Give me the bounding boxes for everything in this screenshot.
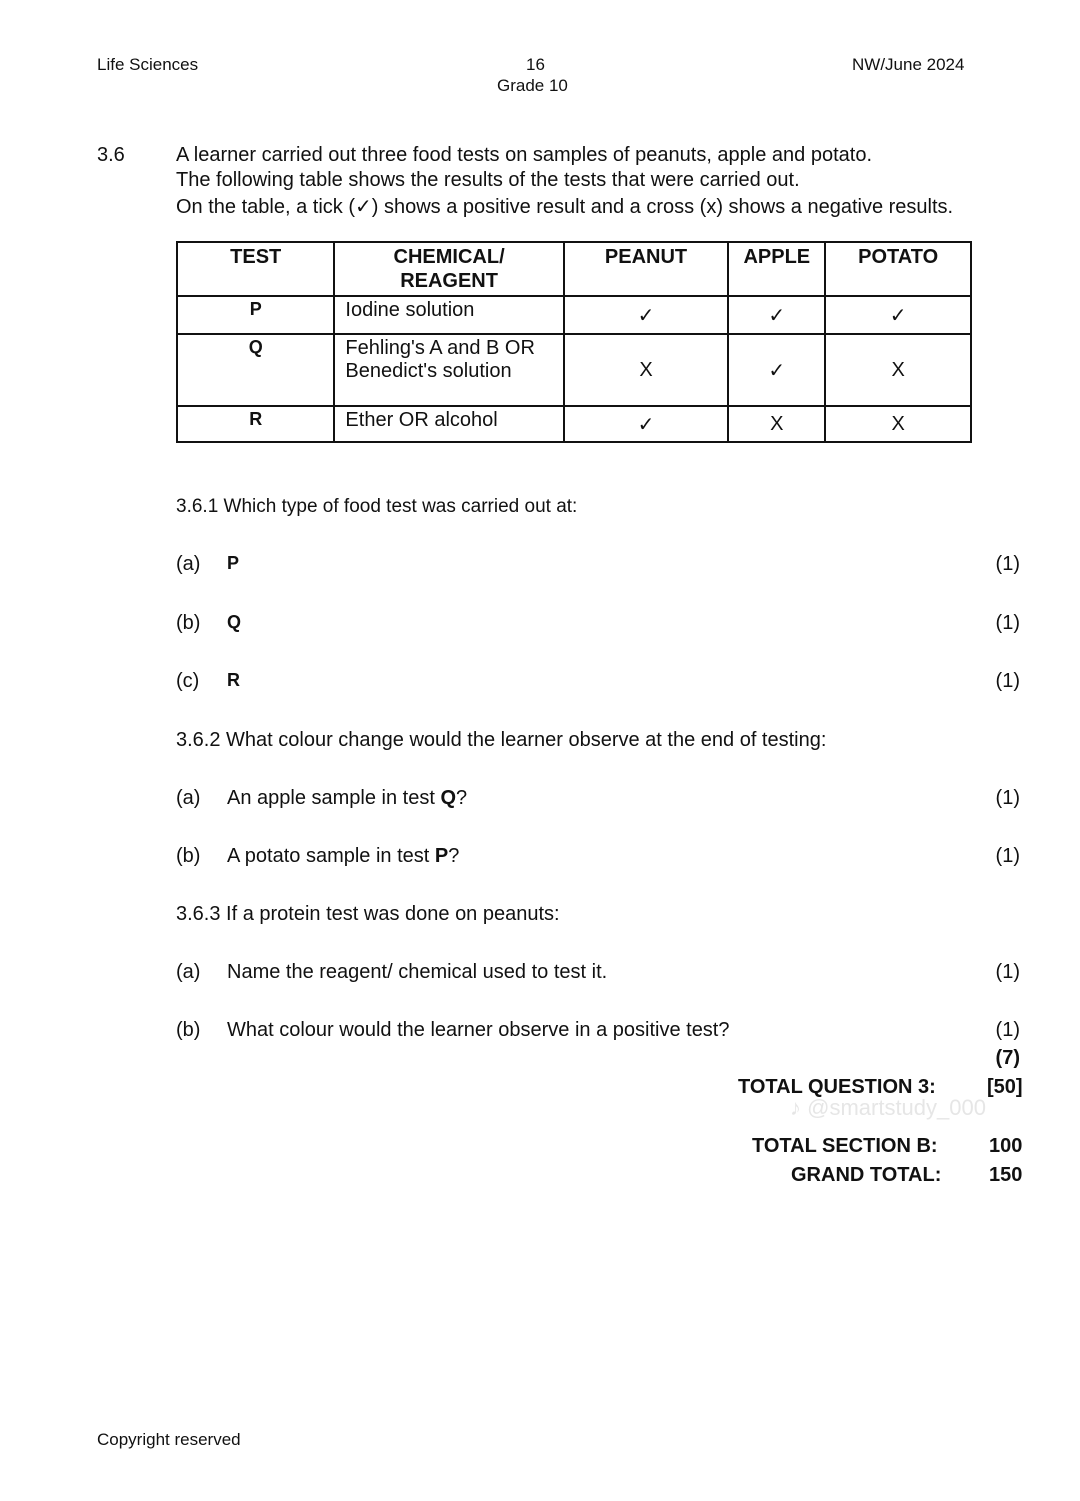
q361c-mark: (1) [995, 670, 1020, 692]
q363a-mark: (1) [995, 961, 1020, 983]
peanut-result: ✓ [564, 406, 729, 442]
q361b-mark: (1) [995, 612, 1020, 634]
peanut-result: X [564, 334, 729, 406]
potato-result: ✓ [825, 296, 971, 334]
q361a-mark: (1) [995, 553, 1020, 575]
peanut-result: ✓ [564, 296, 729, 334]
total-q3-value: [50] [987, 1076, 1023, 1098]
header-paper: NW/June 2024 [852, 55, 965, 74]
header-test: TEST [177, 242, 334, 296]
header-reagent-line2: REAGENT [400, 270, 498, 292]
header-reagent-line1: CHEMICAL/ [393, 246, 505, 268]
reagent-cell: Iodine solution [334, 296, 563, 334]
watermark: ♪ @smartstudy_000 [790, 1095, 986, 1120]
q362-stem: 3.6.2 What colour change would the learner observe at the end of testing: [176, 729, 827, 751]
table-row [177, 406, 971, 442]
table-row [177, 334, 971, 406]
question-intro-2: The following table shows the results of the tests that were carried out. [176, 169, 800, 191]
total-q3-label: TOTAL QUESTION 3: [738, 1076, 936, 1098]
header-peanut: PEANUT [564, 242, 729, 296]
q362b-text-post: ? [448, 845, 460, 867]
header-subject: Life Sciences [97, 55, 199, 74]
q361c-text: R [227, 670, 240, 690]
q361-stem: 3.6.1 Which type of food test was carried out at: [176, 496, 578, 517]
reagent-line2: Benedict's solution [345, 360, 512, 382]
q362b-label: (b) [176, 845, 201, 867]
food-test-table [176, 241, 972, 443]
apple-result: ✓ [728, 296, 825, 334]
header-grade: Grade 10 [497, 76, 568, 95]
q363-subtotal: (7) [995, 1047, 1020, 1069]
potato-result: X [825, 334, 971, 406]
q362a-label: (a) [176, 787, 201, 809]
header-apple: APPLE [728, 242, 825, 296]
grand-total-label: GRAND TOTAL: [791, 1164, 942, 1186]
q362a-text-pre: An apple sample in test [227, 787, 441, 809]
q362b-text-bold: P [434, 845, 449, 867]
question-intro-3: On the table, a tick (✓) shows a positive result and a cross (x) shows a negative results. [176, 196, 954, 218]
q362a-mark: (1) [995, 787, 1020, 809]
potato-result: X [825, 406, 971, 442]
test-letter: Q [177, 334, 334, 406]
reagent-cell: Ether OR alcohol [334, 406, 563, 442]
q361b-label: (b) [176, 612, 201, 634]
total-sectionb-label: TOTAL SECTION B: [752, 1135, 938, 1157]
q362a-text-bold: Q [440, 787, 457, 809]
grand-total-value: 150 [989, 1164, 1023, 1186]
q363b-mark: (1) [995, 1019, 1020, 1041]
q362a-text [227, 787, 467, 810]
page-number: 16 [526, 55, 545, 74]
q362a-text-post: ? [456, 787, 468, 809]
q362b-mark: (1) [995, 845, 1020, 867]
q363b-label: (b) [176, 1019, 201, 1041]
q363a-label: (a) [176, 961, 201, 983]
reagent-line1: Fehling's A and B OR [345, 337, 535, 359]
q363b-text: What colour would the learner observe in a positive test? [227, 1019, 730, 1041]
copyright: Copyright reserved [97, 1430, 241, 1449]
q362b-text-pre: A potato sample in test [227, 845, 435, 867]
question-number: 3.6 [97, 144, 125, 166]
question-intro-1: A learner carried out three food tests on samples of peanuts, apple and potato. [176, 144, 873, 166]
q362b-text [227, 845, 459, 868]
q361a-label: (a) [176, 553, 201, 575]
header-potato: POTATO [825, 242, 971, 296]
test-letter: P [177, 296, 334, 334]
apple-result: X [728, 406, 825, 442]
header-reagent [334, 242, 563, 296]
table-row [177, 296, 971, 334]
q361b-text: Q [227, 612, 242, 632]
apple-result: ✓ [728, 334, 825, 406]
q361c-label: (c) [176, 670, 200, 692]
test-letter: R [177, 406, 334, 442]
total-sectionb-value: 100 [989, 1135, 1023, 1157]
reagent-cell [334, 334, 563, 406]
table-header-row [177, 242, 971, 296]
q363a-text: Name the reagent/ chemical used to test it. [227, 961, 608, 983]
q363-stem: 3.6.3 If a protein test was done on peanuts: [176, 903, 560, 925]
q361a-text: P [227, 553, 240, 573]
